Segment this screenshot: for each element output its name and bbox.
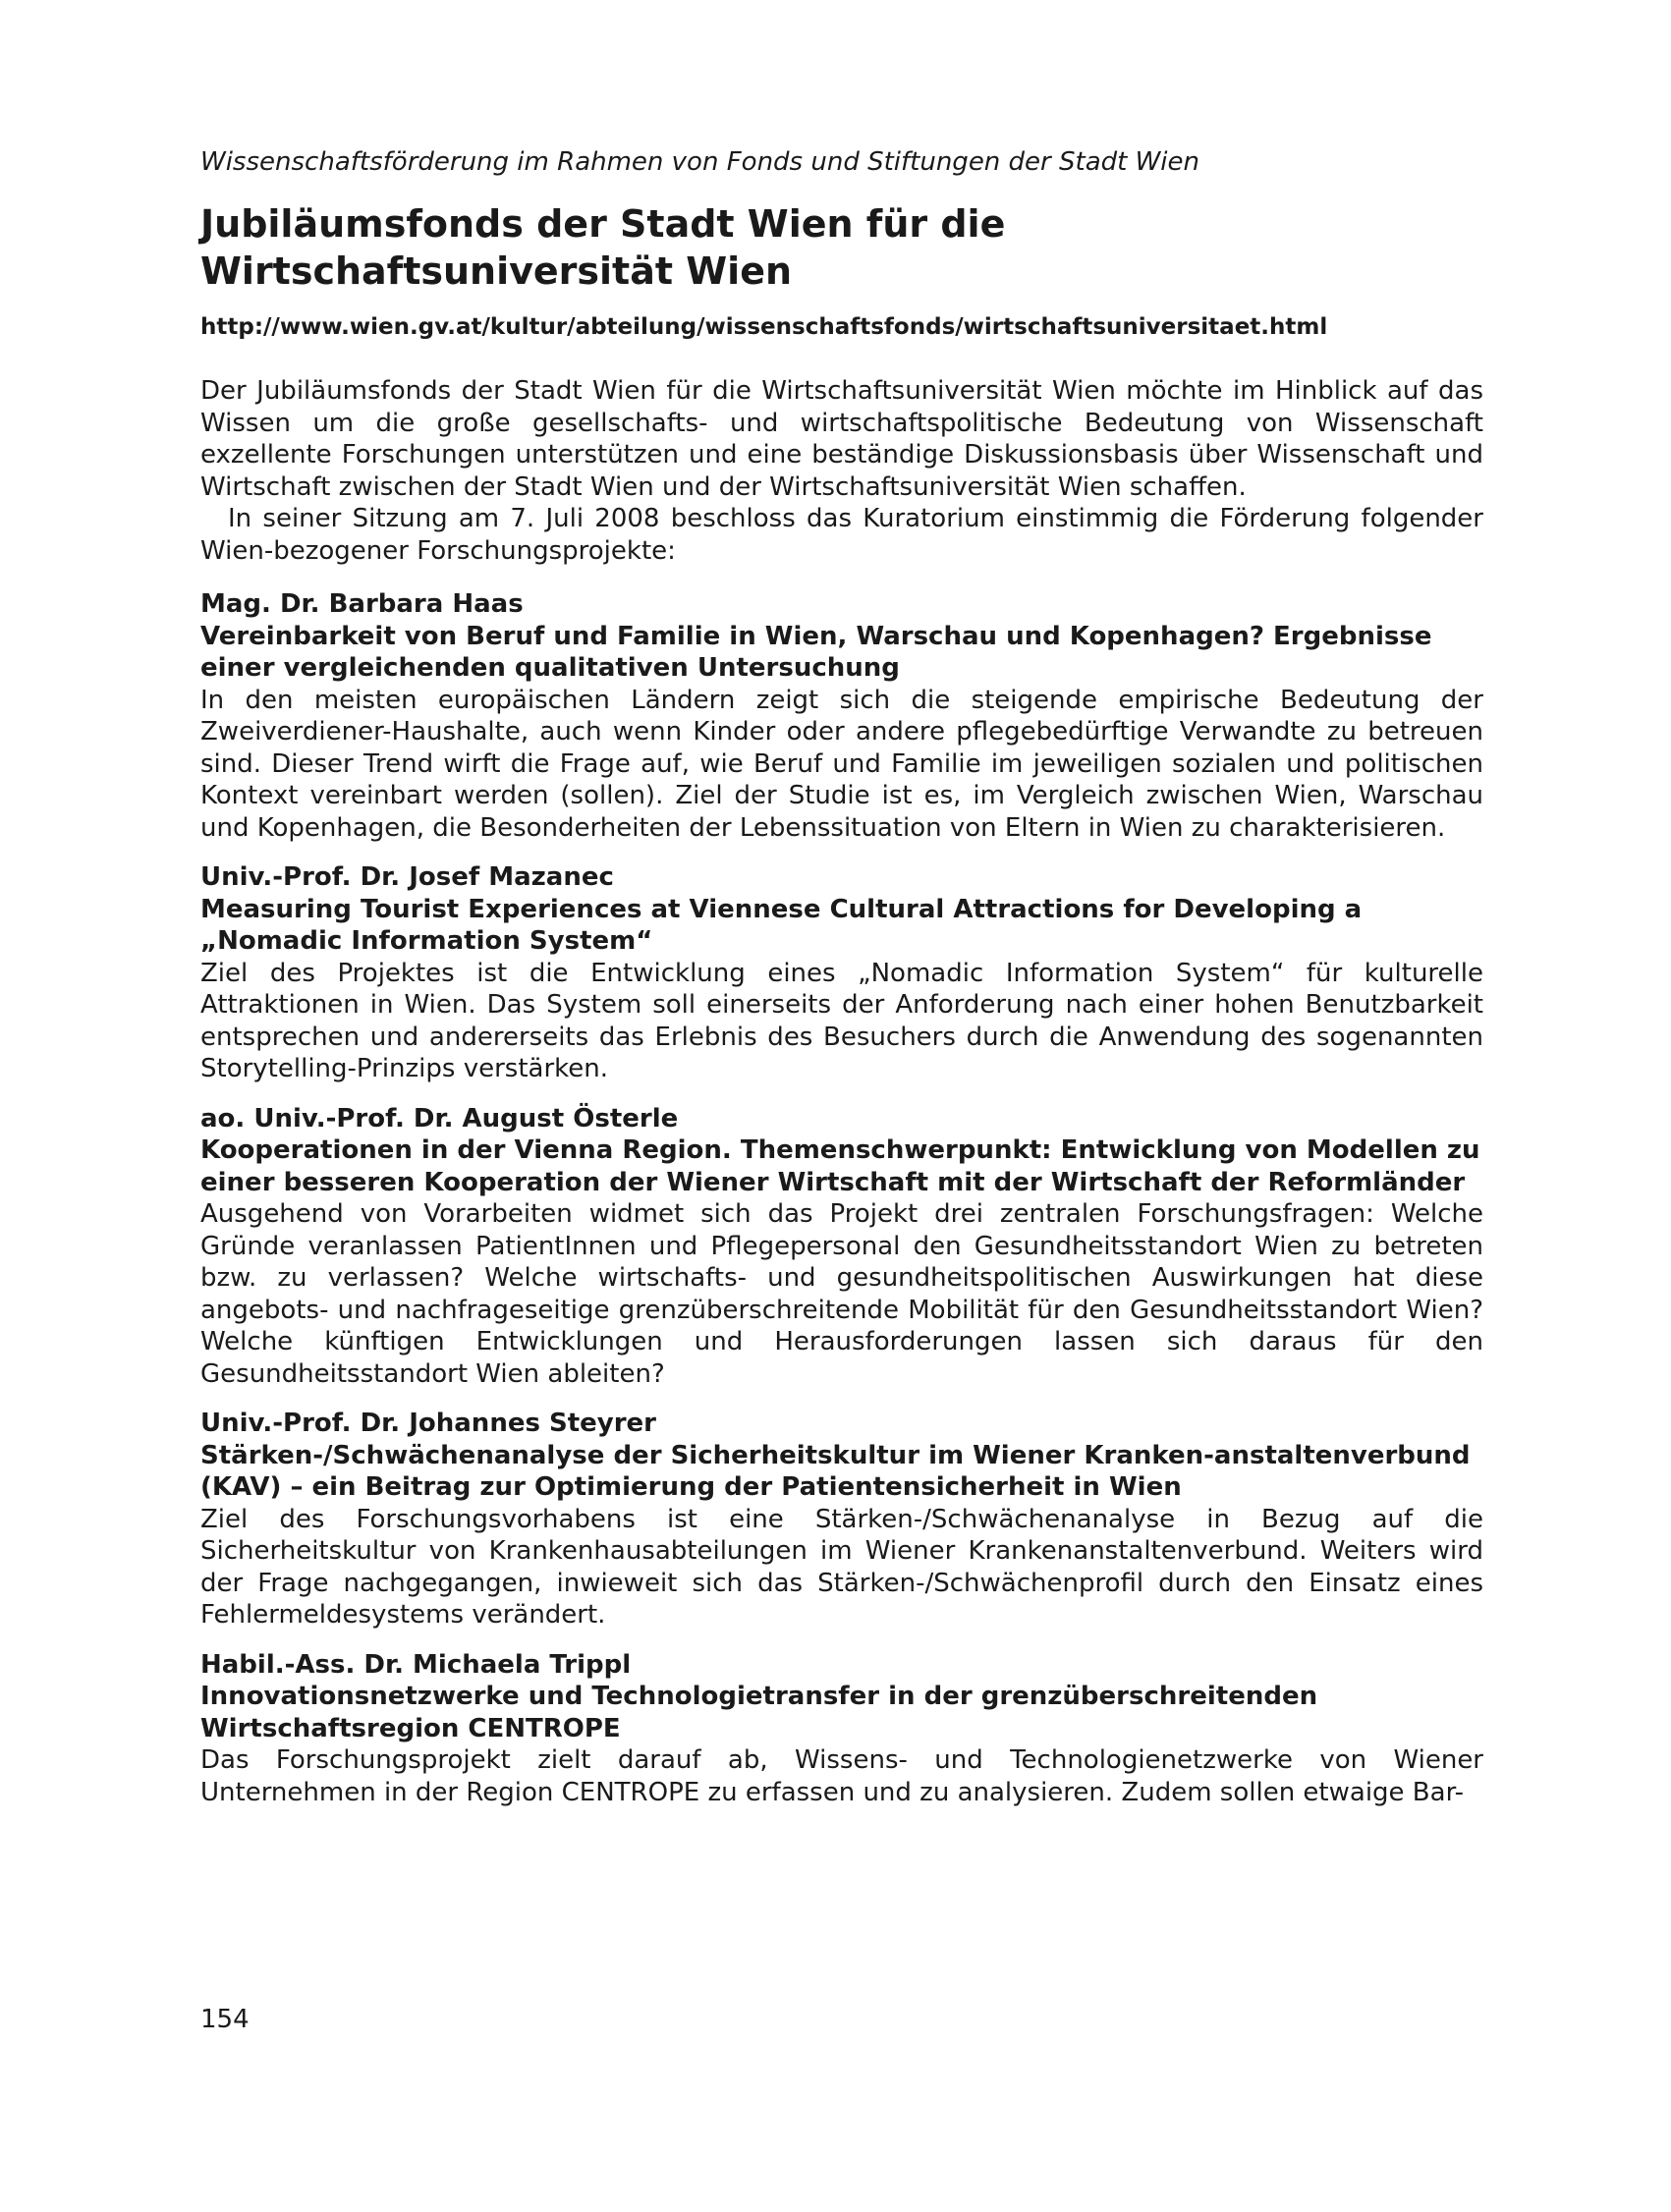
project-author: Mag. Dr. Barbara Haas <box>200 589 524 619</box>
project-title: Kooperationen in der Vienna Region. Themenschwerpunkt: Entwicklung von Modellen zu einer besseren Kooperation der Wiener Wirtschaft mit der Wirtschaft der Reformländer <box>200 1135 1480 1197</box>
project-title: Stärken-/Schwächenanalyse der Sicherheitskultur im Wiener Kranken-anstaltenverbund (KAV) – ein Beitrag zur Optimierung der Patientensicherheit in Wien <box>200 1440 1471 1502</box>
project-entry <box>200 588 1483 844</box>
project-description: Ziel des Forschungsvorhabens ist eine Stärken-/Schwächenanalyse in Bezug auf die Sicherheitskultur von Krankenhausabteilungen im Wiener Krankenanstaltenverbund. Weiters wird der Frage nachgegangen, inwieweit sich das Stärken-/Schwächenprofil durch den Einsatz eines Fehlermeldesystems verändert. <box>200 1504 1483 1630</box>
running-header: Wissenschaftsförderung im Rahmen von Fonds und Stiftungen der Stadt Wien <box>200 147 1200 177</box>
project-title: Measuring Tourist Experiences at Viennese Cultural Attractions for Developing a „Nomadic Information System“ <box>200 894 1363 956</box>
project-entry <box>200 1649 1483 1809</box>
document-title: Jubiläumsfonds der Stadt Wien für die Wirtschaftsuniversität Wien <box>200 202 1006 293</box>
document-url: http://www.wien.gv.at/kultur/abteilung/wissenschaftsfonds/wirtschaftsuniversitaet.html <box>200 314 1328 340</box>
project-description: Ausgehend von Vorarbeiten widmet sich das Projekt drei zentralen Forschungsfragen: Welche Gründe veranlassen PatientInnen und Pflegepersonal den Gesundheitsstandort Wien zu betreten bzw. zu verlassen? Welche wirtschafts- und gesundheitspolitischen Auswirkungen hat diese angebots- und nachfrageseitige grenzüberschreitende Mobilität für den Gesundheitsstandort Wien? Welche künftigen Entwicklungen und Herausforderungen lassen sich daraus für den Gesundheitsstandort Wien ableiten? <box>200 1199 1483 1389</box>
project-title: Vereinbarkeit von Beruf und Familie in Wien, Warschau und Kopenhagen? Ergebnisse einer vergleichenden qualitativen Untersuchung <box>200 621 1432 683</box>
project-entry <box>200 1103 1483 1391</box>
intro-paragraph: Der Jubiläumsfonds der Stadt Wien für die Wirtschaftsuniversität Wien möchte im Hinblick auf das Wissen um die große gesellschafts- und wirtschaftspolitische Bedeutung von Wissenschaft exzellente Forschungen unterstützen und eine beständige Diskussionsbasis über Wissenschaft und Wirtschaft zwischen der Stadt Wien und der Wirtschaftsuniversität Wien schaffen. <box>200 376 1483 502</box>
project-description: Ziel des Projektes ist die Entwicklung eines „Nomadic Information System“ für kulturelle Attraktionen in Wien. Das System soll einerseits der Anforderung nach einer hohen Benutzbarkeit entsprechen und andererseits das Erlebnis des Besuchers durch die Anwendung des sogenannten Storytelling-Prinzips verstärken. <box>200 958 1483 1083</box>
project-title: Innovationsnetzwerke und Technologietransfer in der grenzüberschreitenden Wirtschaftsregion CENTROPE <box>200 1682 1318 1743</box>
project-author: Univ.-Prof. Dr. Josef Mazanec <box>200 862 614 892</box>
project-entry <box>200 861 1483 1085</box>
page-content <box>200 145 1483 1826</box>
intro-block <box>200 375 1483 567</box>
project-description: In den meisten europäischen Ländern zeigt sich die steigende empirische Bedeutung der Zweiverdiener-Haushalte, auch wenn Kinder oder andere pflegebedürftige Verwandte zu betreuen sind. Dieser Trend wirft die Frage auf, wie Beruf und Familie im jeweiligen sozialen und politischen Kontext vereinbart werden (sollen). Ziel der Studie ist es, im Vergleich zwischen Wien, Warschau und Kopenhagen, die Besonderheiten der Lebenssituation von Eltern in Wien zu charakterisieren. <box>200 685 1483 843</box>
page-number: 154 <box>200 2005 250 2034</box>
project-entry <box>200 1408 1483 1631</box>
project-author: Habil.-Ass. Dr. Michaela Trippl <box>200 1649 632 1680</box>
project-author: ao. Univ.-Prof. Dr. August Österle <box>200 1103 679 1134</box>
project-description: Das Forschungsprojekt zielt darauf ab, Wissens- und Technologienetzwerke von Wiener Unternehmen in der Region CENTROPE zu erfassen und zu analysieren. Zudem sollen etwaige Bar- <box>200 1745 1483 1807</box>
session-paragraph: In seiner Sitzung am 7. Juli 2008 beschloss das Kuratorium einstimmig die Förderung folgender Wien-bezogener Forschungsprojekte: <box>200 504 1483 566</box>
project-author: Univ.-Prof. Dr. Johannes Steyrer <box>200 1409 657 1438</box>
